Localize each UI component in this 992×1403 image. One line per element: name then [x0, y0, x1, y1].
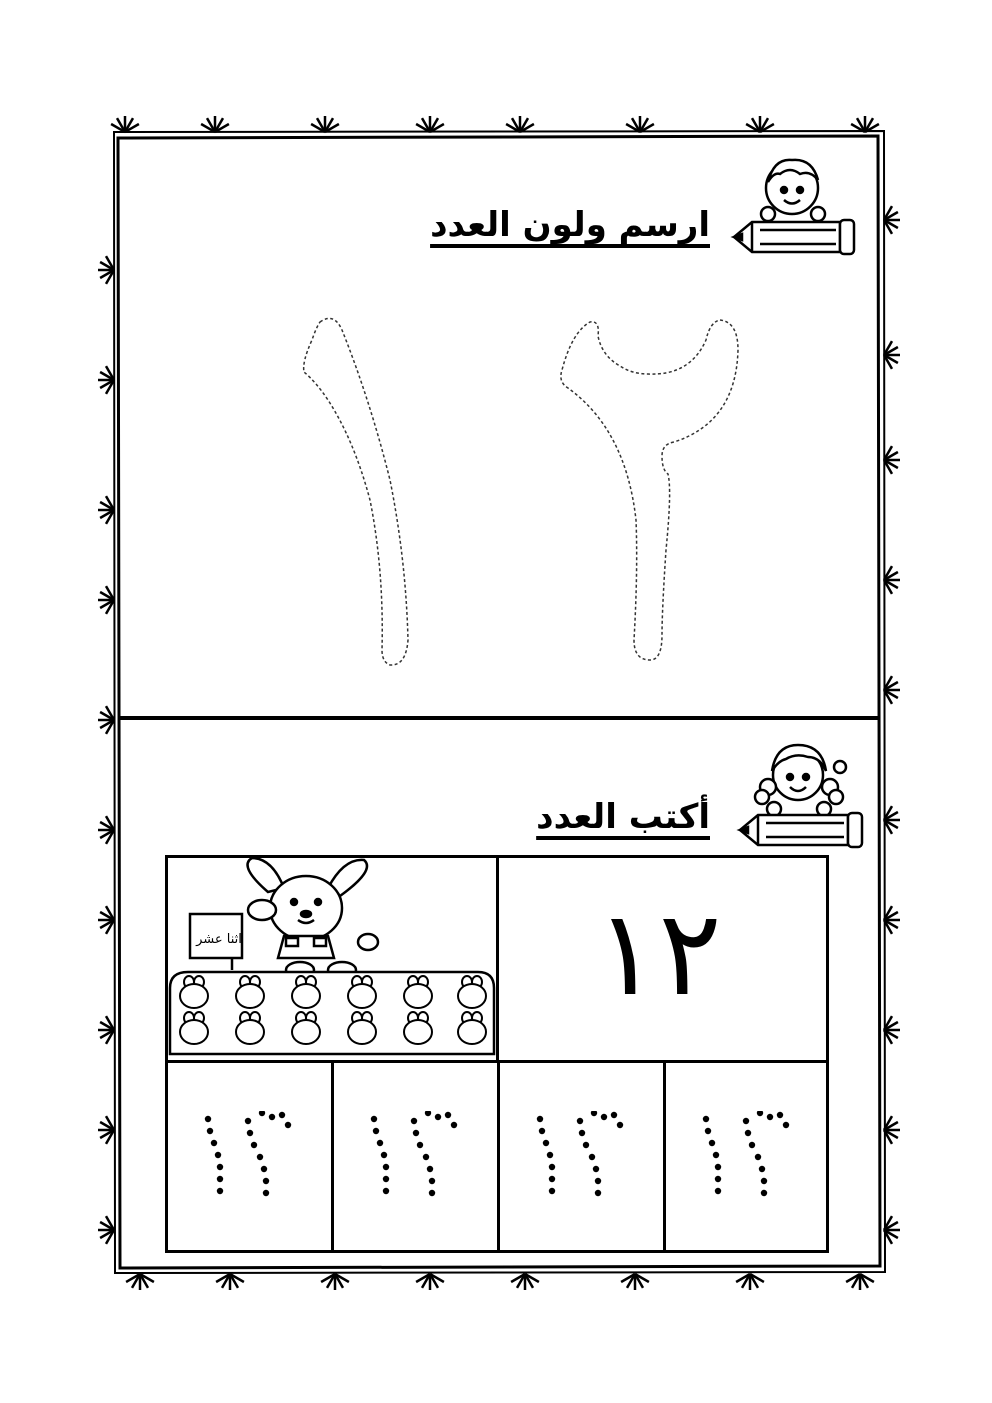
- trace-dot: [577, 1118, 583, 1124]
- grass-tuft-icon: [98, 1216, 114, 1244]
- grass-tuft-icon: [416, 116, 444, 132]
- grass-tuft-icon: [884, 806, 900, 834]
- section2-heading: أكتب العدد: [536, 797, 710, 837]
- trace-dot: [617, 1122, 623, 1128]
- trace-dot: [549, 1164, 555, 1170]
- grass-tuft-icon: [416, 1274, 444, 1290]
- practice-cell-4[interactable]: [663, 1060, 829, 1253]
- trace-dot: [595, 1178, 601, 1184]
- trace-dot: [417, 1142, 423, 1148]
- trace-dot: [427, 1166, 433, 1172]
- grass-tuft-icon: [884, 906, 900, 934]
- trace-dot: [713, 1152, 719, 1158]
- trace-dot: [543, 1140, 549, 1146]
- trace-dot: [215, 1152, 221, 1158]
- trace-dot: [259, 1111, 265, 1116]
- grass-tuft-icon: [884, 206, 900, 234]
- trace-dot: [591, 1111, 597, 1116]
- trace-dot: [589, 1154, 595, 1160]
- trace-dot: [743, 1118, 749, 1124]
- grass-tuft-icon: [884, 1016, 900, 1044]
- trace-dot: [217, 1164, 223, 1170]
- trace-dot: [263, 1178, 269, 1184]
- carrot-icon: [180, 976, 208, 1008]
- trace-dot: [435, 1114, 441, 1120]
- dotted-number: [196, 1111, 306, 1201]
- trace-dot: [247, 1130, 253, 1136]
- grass-tuft-icon: [98, 256, 114, 284]
- trace-dot: [377, 1140, 383, 1146]
- trace-dot: [715, 1176, 721, 1182]
- bunny-carrots-illustration: [168, 858, 496, 1060]
- grass-tuft-icon: [884, 1116, 900, 1144]
- trace-dot: [217, 1188, 223, 1194]
- grass-tuft-icon: [736, 1274, 764, 1290]
- grass-tuft-icon: [126, 1274, 154, 1290]
- trace-dot: [429, 1178, 435, 1184]
- section1-heading: ارسم ولون العدد: [430, 205, 710, 245]
- digit-two-outline: [561, 320, 738, 660]
- trace-dot: [423, 1154, 429, 1160]
- trace-dot: [777, 1112, 783, 1118]
- practice-cell-3[interactable]: [497, 1060, 666, 1253]
- trace-dot: [429, 1190, 435, 1196]
- trace-dot: [425, 1111, 431, 1116]
- trace-dot: [245, 1118, 251, 1124]
- grass-tuft-icon: [884, 446, 900, 474]
- trace-dot: [611, 1112, 617, 1118]
- trace-dot: [767, 1114, 773, 1120]
- trace-dot: [595, 1190, 601, 1196]
- trace-dot: [703, 1116, 709, 1122]
- trace-dot: [205, 1116, 211, 1122]
- grass-tuft-icon: [746, 116, 774, 132]
- trace-dot: [451, 1122, 457, 1128]
- trace-dot: [579, 1130, 585, 1136]
- boy-with-pencil-icon: [730, 152, 860, 262]
- trace-dot: [549, 1188, 555, 1194]
- trace-dot: [583, 1142, 589, 1148]
- trace-dot: [269, 1114, 275, 1120]
- carrot-icon: [236, 976, 264, 1008]
- grass-tuft-icon: [98, 706, 114, 734]
- grass-tuft-icon: [884, 341, 900, 369]
- grass-tuft-icon: [846, 1274, 874, 1290]
- trace-dot: [263, 1190, 269, 1196]
- carrot-icon: [236, 1012, 264, 1044]
- trace-dot: [783, 1122, 789, 1128]
- grass-tuft-icon: [98, 906, 114, 934]
- grass-tuft-icon: [98, 586, 114, 614]
- trace-dot: [705, 1128, 711, 1134]
- trace-dot: [593, 1166, 599, 1172]
- trace-dot: [217, 1176, 223, 1182]
- carrot-icon: [458, 1012, 486, 1044]
- trace-dot: [251, 1142, 257, 1148]
- trace-dot: [601, 1114, 607, 1120]
- girl-with-pencil-icon: [736, 735, 866, 853]
- grass-tuft-icon: [884, 566, 900, 594]
- grass-tuft-icon: [111, 116, 139, 132]
- trace-dot: [413, 1130, 419, 1136]
- trace-dot: [749, 1142, 755, 1148]
- practice-cell-1[interactable]: [165, 1060, 334, 1253]
- practice-row: [165, 1060, 829, 1253]
- digit-one-outline: [304, 318, 408, 665]
- trace-dot: [547, 1152, 553, 1158]
- grass-tuft-icon: [626, 116, 654, 132]
- grass-tuft-icon: [98, 816, 114, 844]
- grass-tuft-icon: [98, 1016, 114, 1044]
- dotted-number: [694, 1111, 804, 1201]
- carrot-icon: [180, 1012, 208, 1044]
- trace-dot: [279, 1112, 285, 1118]
- carrot-icon: [404, 976, 432, 1008]
- grass-tuft-icon: [98, 496, 114, 524]
- model-number-cell: [496, 855, 829, 1063]
- dotted-number: [528, 1111, 638, 1201]
- trace-dot: [757, 1111, 763, 1116]
- carrot-icon: [404, 1012, 432, 1044]
- tracing-number-outline[interactable]: [290, 310, 750, 680]
- grass-tuft-icon: [621, 1274, 649, 1290]
- grass-tuft-icon: [98, 366, 114, 394]
- grass-tuft-icon: [201, 116, 229, 132]
- grass-tuft-icon: [321, 1274, 349, 1290]
- bunny-carrots-cell: [165, 855, 499, 1063]
- carrot-icon: [348, 976, 376, 1008]
- dotted-number: [362, 1111, 472, 1201]
- trace-dot: [539, 1128, 545, 1134]
- trace-dot: [211, 1140, 217, 1146]
- trace-dot: [383, 1188, 389, 1194]
- carrot-icon: [292, 1012, 320, 1044]
- trace-dot: [371, 1116, 377, 1122]
- trace-dot: [381, 1152, 387, 1158]
- grass-tuft-icon: [311, 116, 339, 132]
- trace-dot: [709, 1140, 715, 1146]
- practice-cell-2[interactable]: [331, 1060, 500, 1253]
- trace-dot: [411, 1118, 417, 1124]
- trace-dot: [285, 1122, 291, 1128]
- trace-dot: [207, 1128, 213, 1134]
- grass-tuft-icon: [506, 116, 534, 132]
- trace-dot: [383, 1176, 389, 1182]
- trace-dot: [257, 1154, 263, 1160]
- trace-dot: [445, 1112, 451, 1118]
- trace-dot: [755, 1154, 761, 1160]
- trace-dot: [383, 1164, 389, 1170]
- grass-tuft-icon: [216, 1274, 244, 1290]
- trace-dot: [761, 1178, 767, 1184]
- grass-tuft-icon: [511, 1274, 539, 1290]
- grass-tuft-icon: [884, 1216, 900, 1244]
- carrot-icon: [292, 976, 320, 1008]
- trace-dot: [715, 1188, 721, 1194]
- trace-dot: [761, 1190, 767, 1196]
- grass-tuft-icon: [851, 116, 879, 132]
- trace-dot: [537, 1116, 543, 1122]
- trace-dot: [261, 1166, 267, 1172]
- grass-tuft-icon: [98, 1116, 114, 1144]
- trace-dot: [715, 1164, 721, 1170]
- trace-dot: [373, 1128, 379, 1134]
- model-number: ١٢: [595, 884, 722, 1022]
- carrot-icon: [348, 1012, 376, 1044]
- sign-text: اثنا عشر: [196, 932, 242, 947]
- trace-dot: [549, 1176, 555, 1182]
- trace-dot: [759, 1166, 765, 1172]
- trace-dot: [745, 1130, 751, 1136]
- carrot-icon: [458, 976, 486, 1008]
- grass-tuft-icon: [884, 676, 900, 704]
